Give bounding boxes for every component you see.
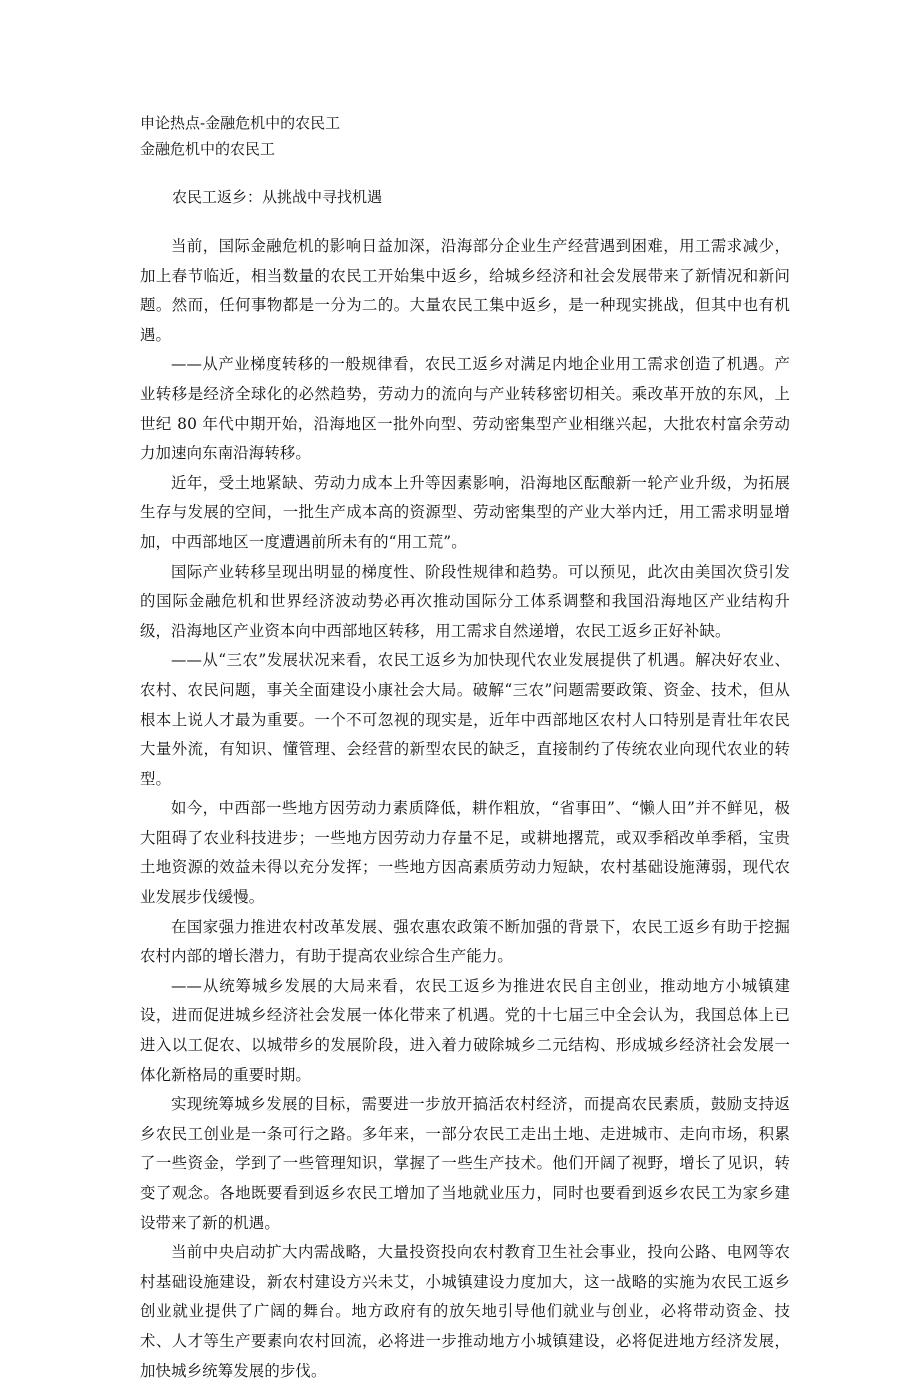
paragraph: 实现统筹城乡发展的目标，需要进一步放开搞活农村经济，而提高农民素质，鼓励支持返乡农民工创业是一条可行之路。多年来，一部分农民工走出土地、走进城市、走向市场，积累了一些资金，学到了一些管理知识，掌握了一些生产技术。他们开阔了视野，增长了见识，转变了观念。各地既要看到返乡农民工增加了当地就业压力，同时也要看到返乡农民工为家乡建设带来了新的机遇。 xyxy=(140,1095,790,1232)
paragraph: 近年，受土地紧缺、劳动力成本上升等因素影响，沿海地区酝酿新一轮产业升级，为拓展生存与发展的空间，一批生产成本高的资源型、劳动密集型的产业大举内迁，用工需求明显增加，中西部地区一度遭遇前所未有的“用工荒”。 xyxy=(140,473,790,551)
document-title: 申论热点-金融危机中的农民工 xyxy=(140,114,341,132)
paragraph: 当前中央启动扩大内需战略，大量投资投向农村教育卫生社会事业，投向公路、电网等农村基础设施建设，新农村建设方兴未艾，小城镇建设力度加大，这一战略的实施为农民工返乡创业就业提供了广阔的舞台。地方政府有的放矢地引导他们就业与创业，必将带动资金、技术、人才等生产要素向农村回流，必将进一步推动地方小城镇建设，必将促进地方经济发展，加快城乡统筹发展的步伐。 xyxy=(140,1243,790,1380)
paragraph: 如今，中西部一些地方因劳动力素质降低，耕作粗放，“省事田”、“懒人田”并不鲜见，极大阻碍了农业科技进步；一些地方因劳动力存量不足，或耕地撂荒，或双季稻改单季稻，宝贵土地资源的效益未得以充分发挥；一些地方因高素质劳动力短缺，农村基础设施薄弱，现代农业发展步伐缓慢。 xyxy=(140,799,790,907)
section-subtitle: 农民工返乡：从挑战中寻找机遇 xyxy=(172,188,383,206)
document-page xyxy=(140,110,790,1386)
paragraph: 国际产业转移呈现出明显的梯度性、阶段性规律和趋势。可以预见，此次由美国次贷引发的国际金融危机和世界经济波动势必再次推动国际分工体系调整和我国沿海地区产业结构升级，沿海地区产业资本向中西部地区转移，用工需求自然递增，农民工返乡正好补缺。 xyxy=(140,562,790,640)
paragraph: ——从统筹城乡发展的大局来看，农民工返乡为推进农民自主创业，推动地方小城镇建设，进而促进城乡经济社会发展一体化带来了机遇。党的十七届三中全会认为，我国总体上已进入以工促农、以城带乡的发展阶段，进入着力破除城乡二元结构、形成城乡经济社会发展一体化新格局的重要时期。 xyxy=(140,976,790,1084)
paragraph: 在国家强力推进农村改革发展、强农惠农政策不断加强的背景下，农民工返乡有助于挖掘农村内部的增长潜力，有助于提高农业综合生产能力。 xyxy=(140,917,790,966)
paragraph: ——从“三农”发展状况来看，农民工返乡为加快现代农业发展提供了机遇。解决好农业、农村、农民问题，事关全面建设小康社会大局。破解“三农”问题需要政策、资金、技术，但从根本上说人才最为重要。一个不可忽视的现实是，近年中西部地区农村人口特别是青壮年农民大量外流，有知识、懂管理、会经营的新型农民的缺乏，直接制约了传统农业向现代农业的转型。 xyxy=(140,651,790,788)
article-body xyxy=(140,232,790,1386)
paragraph: 当前，国际金融危机的影响日益加深，沿海部分企业生产经营遇到困难，用工需求减少，加上春节临近，相当数量的农民工开始集中返乡，给城乡经济和社会发展带来了新情况和新问题。然而，任何事物都是一分为二的。大量农民工集中返乡，是一种现实挑战，但其中也有机遇。 xyxy=(140,237,790,344)
paragraph: ——从产业梯度转移的一般规律看，农民工返乡对满足内地企业用工需求创造了机遇。产业转移是经济全球化的必然趋势，劳动力的流向与产业转移密切相关。乘改革开放的东风，上世纪 80 年代中期开始，沿海地区一批外向型、劳动密集型产业相继兴起，大批农村富余劳动力加速向东南沿海转移。 xyxy=(140,355,790,463)
document-heading: 金融危机中的农民工 xyxy=(140,140,276,158)
